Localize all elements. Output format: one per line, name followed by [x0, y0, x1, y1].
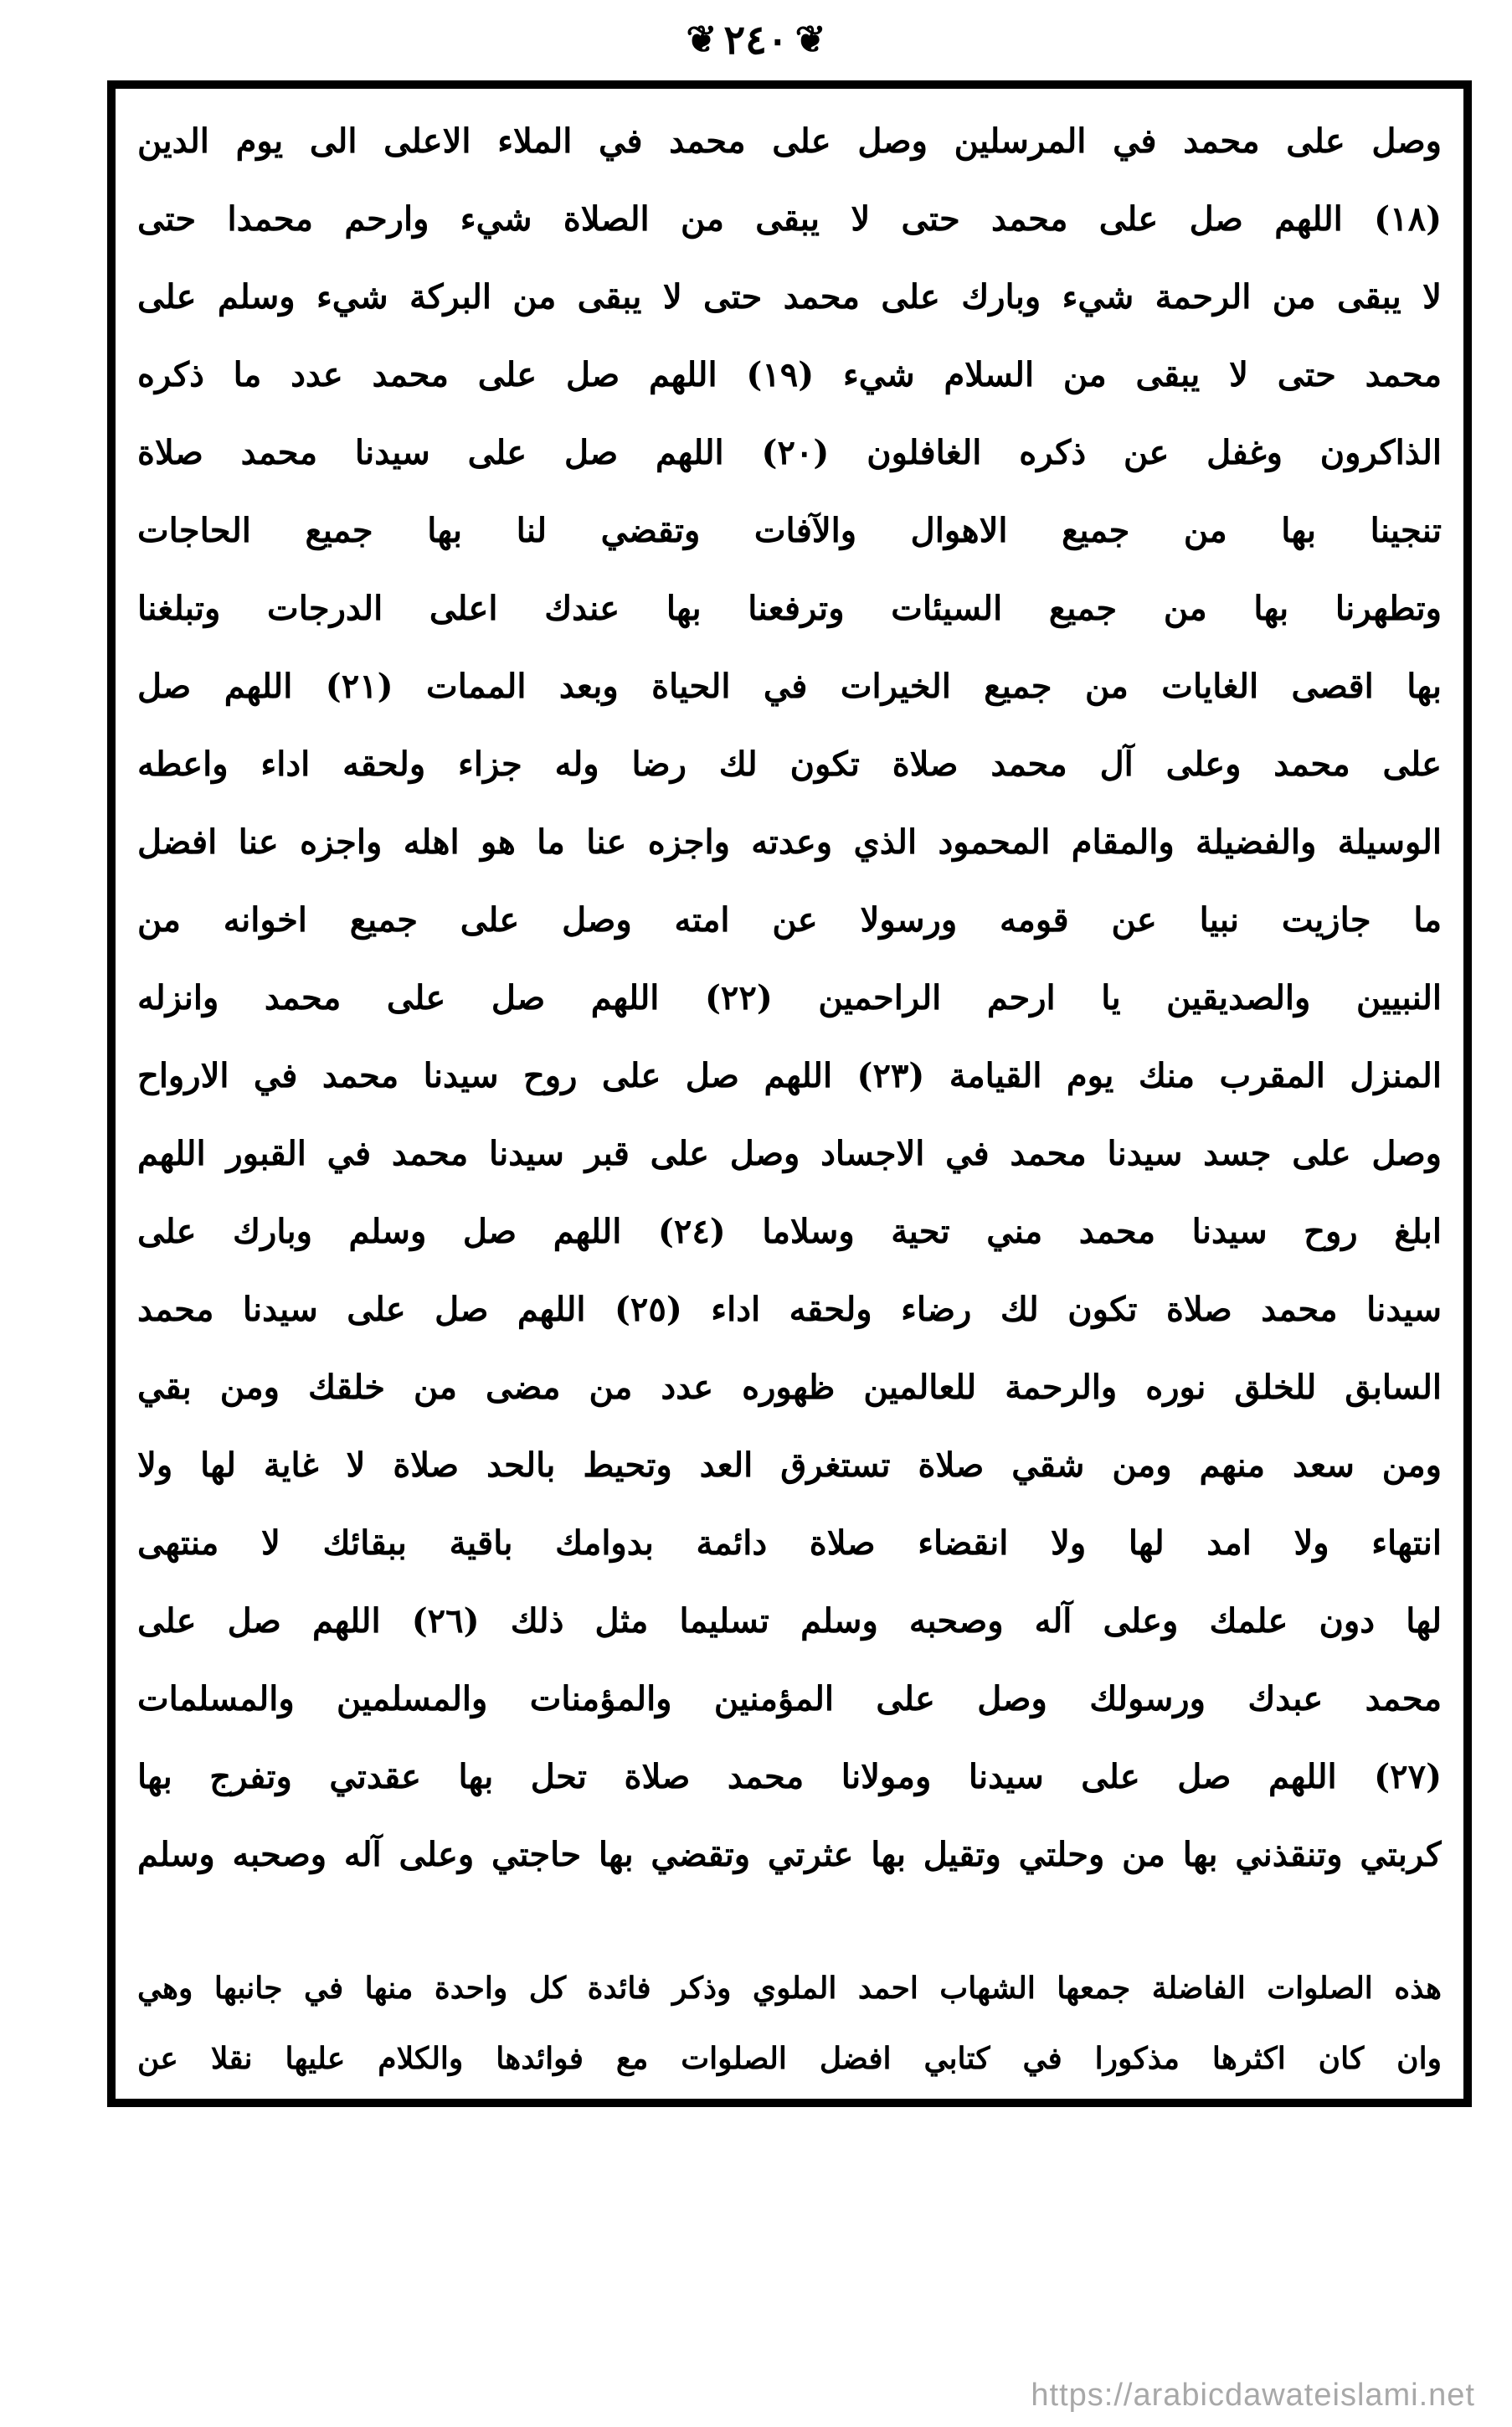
text-line: ابلغ روح سيدنا محمد مني تحية وسلاما (٢٤) اللهم صل وسلم وبارك على [137, 1212, 1442, 1251]
text-line: انتهاء ولا امد لها ولا انقضاء صلاة دائمة بدوامك باقية ببقائك لا منتهى [137, 1523, 1442, 1563]
text-line: لها دون علمك وعلى آله وصحبه وسلم تسليما مثل ذلك (٢٦) اللهم صل على [137, 1601, 1442, 1641]
page-number-group [686, 17, 825, 64]
text-line: المنزل المقرب منك يوم القيامة (٢٣) اللهم صل على روح سيدنا محمد في الارواح [137, 1056, 1442, 1095]
text-line: سيدنا محمد صلاة تكون لك رضاء ولحقه اداء (٢٥) اللهم صل على سيدنا محمد [137, 1290, 1442, 1329]
text-line: وصل على محمد في المرسلين وصل على محمد في الملاء الاعلى الى يوم الدين [137, 121, 1442, 161]
text-line: وصل على جسد سيدنا محمد في الاجساد وصل على قبر سيدنا محمد في القبور اللهم [137, 1134, 1442, 1173]
ornament-right-icon: ❦ [795, 18, 826, 61]
text-frame [107, 80, 1472, 2107]
text-line: تنجينا بها من جميع الاهوال والآفات وتقضي لنا بها جميع الحاجات [137, 511, 1442, 550]
text-line: لا يبقى من الرحمة شيء وبارك على محمد حتى لا يبقى من البركة شيء وسلم على [137, 277, 1442, 317]
text-line: على محمد وعلى آل محمد صلاة تكون لك رضا وله جزاء ولحقه اداء واعطه [137, 745, 1442, 784]
text-line: ومن سعد منهم ومن شقي صلاة تستغرق العد وتحيط بالحد صلاة لا غاية لها ولا [137, 1445, 1442, 1485]
footer-note [137, 1953, 1442, 2094]
ornament-left-icon: ❦ [686, 18, 717, 61]
page-header [0, 7, 1512, 74]
text-line: الوسيلة والفضيلة والمقام المحمود الذي وعدته واجزه عنا ما هو اهله واجزه عنا افضل [137, 822, 1442, 862]
main-text-block [137, 102, 1442, 1894]
text-line: وتطهرنا بها من جميع السيئات وترفعنا بها عندك اعلى الدرجات وتبلغنا [137, 589, 1442, 628]
text-line: بها اقصى الغايات من جميع الخيرات في الحياة وبعد الممات (٢١) اللهم صل [137, 667, 1442, 706]
text-line: محمد حتى لا يبقى من السلام شيء (١٩) اللهم صل على محمد عدد ما ذكره [137, 355, 1442, 394]
page-number: ٢٤٠ [723, 17, 789, 64]
text-line: كربتي وتنقذني بها من وحلتي وتقيل بها عثرتي وتقضي بها حاجتي وعلى آله وصحبه وسلم [137, 1835, 1442, 1874]
watermark-url: https://arabicdawateislami.net [1031, 2378, 1475, 2413]
text-line: السابق للخلق نوره والرحمة للعالمين ظهوره عدد من مضى من خلقك ومن بقي [137, 1368, 1442, 1407]
text-line: (٢٧) اللهم صل على سيدنا ومولانا محمد صلاة تحل بها عقدتي وتفرج بها [137, 1757, 1442, 1796]
text-line: النبيين والصديقين يا ارحم الراحمين (٢٢) اللهم صل على محمد وانزله [137, 978, 1442, 1018]
text-line: الذاكرون وغفل عن ذكره الغافلون (٢٠) اللهم صل على سيدنا محمد صلاة [137, 433, 1442, 472]
footer-line: وان كان اكثرها مذكورا في كتابي افضل الصلوات مع فوائدها والكلام عليها نقلا عن [137, 2041, 1442, 2076]
text-line: ما جازيت نبيا عن قومه ورسولا عن امته وصل على جميع اخوانه من [137, 900, 1442, 940]
text-line: (١٨) اللهم صل على محمد حتى لا يبقى من الصلاة شيء وارحم محمدا حتى [137, 199, 1442, 239]
text-line: محمد عبدك ورسولك وصل على المؤمنين والمؤمنات والمسلمين والمسلمات [137, 1679, 1442, 1718]
footer-line: هذه الصلوات الفاضلة جمعها الشهاب احمد الملوي وذكر فائدة كل واحدة منها في جانبها وهي [137, 1971, 1442, 2006]
